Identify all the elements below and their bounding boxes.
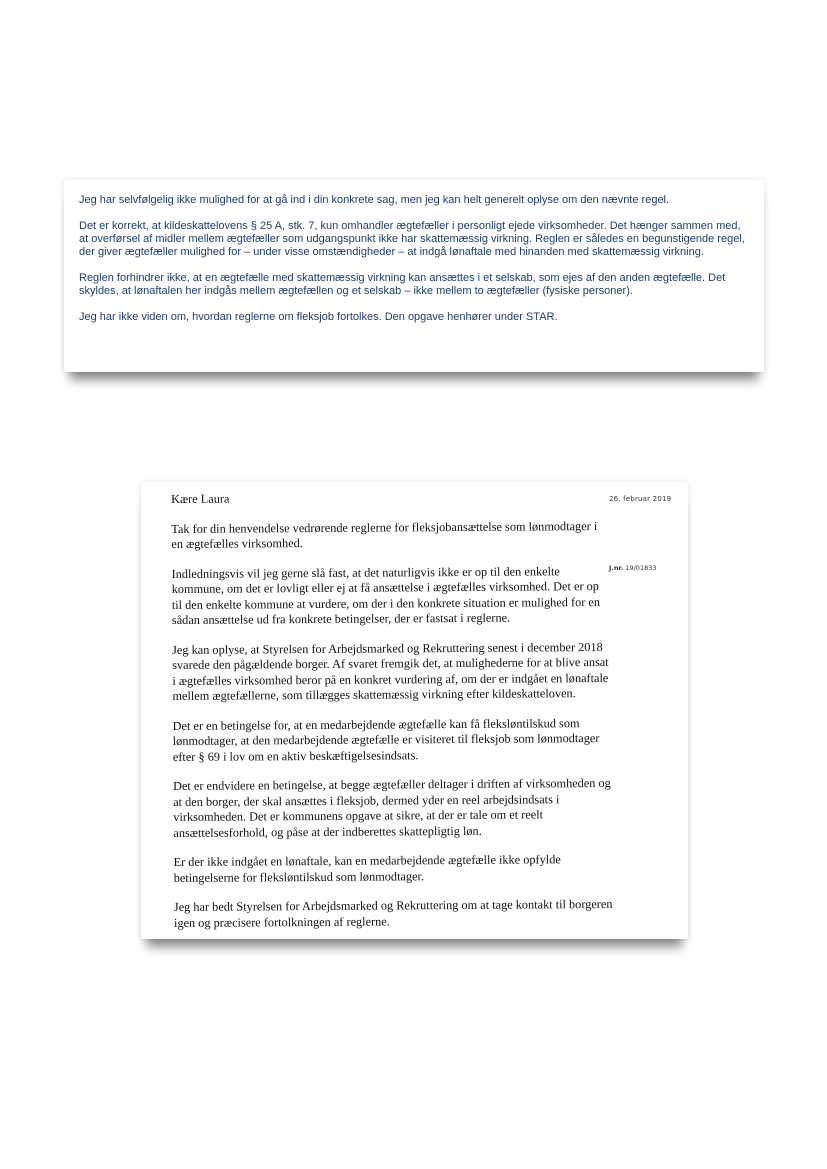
email-paragraph: Reglen forhindrer ikke, at en ægtefælle med skattemæssig virkning kan ansættes i et selskab, som ejes af den anden ægtefælle. Det skyldes, at lønaftalen her indgås mellem ægtefællen og et selskab – ikke mellem to ægtefæller (fysiske personer). [79,272,726,297]
letter-body [171,489,614,945]
journal-number-value: 19/01833 [625,564,657,572]
letter-paragraph: Jeg har bedt Styrelsen for Arbejdsmarked og Rekruttering om at tage kontakt til borgeren igen og præcisere fortolkningen af reglerne. [173,896,613,930]
journal-number-label: J.nr. [609,564,624,572]
letter-date: 26. februar 2019 [609,495,672,503]
letter-paragraph: Det er en betingelse for, at en medarbejdende ægtefælle kan få fleksløntilskud som lønmodtager, at den medarbejdende ægtefælle er visiteret til fleksjob som lønmodtager efter § 69 i lov om en aktiv beskæftigelsesindsats. [172,715,600,764]
letter-paragraph: Er der ikke indgået en lønaftale, kan en medarbejdende ægtefælle ikke opfylde betingelserne for fleksløntilskud som lønmodtager. [173,852,561,885]
letter-paragraph: Det er endvidere en betingelse, at begge ægtefæller deltager i driften af virksomheden og at den borger, der skal ansættes i fleksjob, dermed yder en reel arbejdsindsats i virksomheden. Det er kommunens opgave at sikre, at der er tale om et reelt ansættelsesforhold, og påse at der indberettes skattepligtig løn. [173,775,611,840]
letter-greeting: Kære Laura [171,491,230,506]
email-paragraph: Det er korrekt, at kildeskattelovens § 25 A, stk. 7, kun omhandler ægtefæller i personligt ejede virksomheder. Det hænger sammen med, at overførsel af midler mellem ægtefæller som udgangspunkt ikke har skattemæssig virkning. Reglen er således en begunstigende regel, der giver ægtefæller mulighed for – under visse omstændigheder – at indgå lønaftale med hinanden med skattemæssig virkning. [79,220,745,258]
letter-paragraph: Jeg kan oplyse, at Styrelsen for Arbejdsmarked og Rekruttering senest i december 2018 svarede den pågældende borger. Af svaret fremgik det, at mulighederne for at blive ansat i ægtefælles virksomhed beror på en konkret vurdering af, om der er indgået en lønaftale mellem ægtefællerne, som tillægges skattemæssig virkning efter kildeskatteloven. [172,639,609,703]
email-paragraph: Jeg har ikke viden om, hvordan reglerne om fleksjob fortolkes. Den opgave henhører under STAR. [79,311,558,323]
letter-paragraph: Indledningsvis vil jeg gerne slå fast, at det naturligvis ikke er op til den enkelte kommune, om det er lovligt eller ej at få ansættelse i ægtefælles virksomhed. Det er op til den enkelte kommune at vurdere, om der i den konkrete situation er mulighed for en sådan ansættelse ud fra konkrete betingelser, der er fastsat i reglerne. [171,563,601,627]
email-reply-screenshot [64,180,764,372]
email-paragraph: Jeg har selvfølgelig ikke mulighed for at gå ind i din konkrete sag, men jeg kan helt generelt oplyse om den nævnte regel. [79,194,670,206]
journal-number [609,564,656,572]
scanned-letter [141,482,688,939]
letter-paragraph: Tak for din henvendelse vedrørende reglerne for fleksjobansættelse som lønmodtager i en ægtefælles virksomhed. [171,518,598,551]
